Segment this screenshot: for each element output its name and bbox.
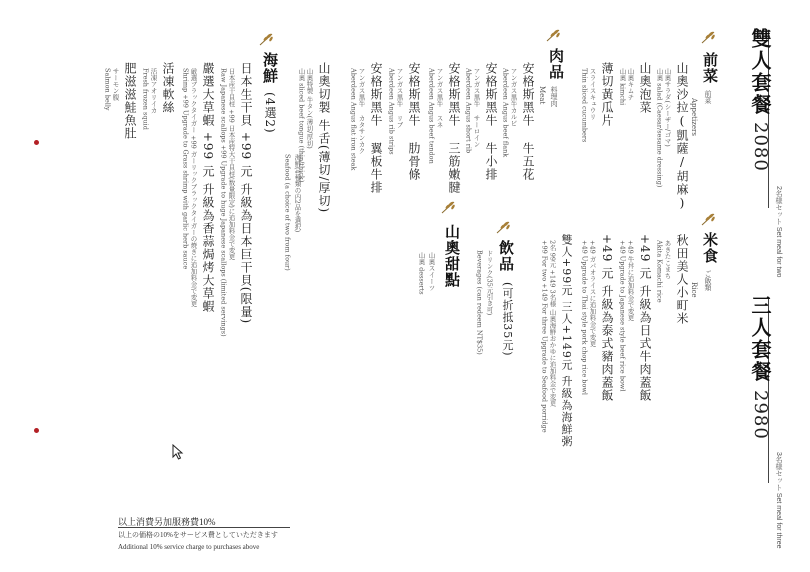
footer-rule [118, 527, 290, 528]
drinks-title: 飲品 [497, 240, 515, 272]
rice-item-en: +49 Upgrade to Japanese style beef rice bowl [618, 240, 627, 392]
meat-en: Meat [538, 86, 546, 105]
appetizer-item-sub: 山奧キムチ [626, 68, 635, 101]
set-double-title: 雙人套餐 [748, 28, 772, 116]
rice-item: 秋田美人小町米 [675, 234, 689, 325]
wheat-icon [258, 32, 276, 46]
seafood-item-sub: 活凍アオリイカ [149, 68, 158, 114]
service-charge-note-2 [118, 530, 278, 551]
meat-item-en: Aberdeen Angus flat iron steak [349, 68, 358, 171]
meat-title: 肉品 [547, 48, 565, 80]
seafood-item: 日本生干貝 +99 元 升級為日本巨干貝(限量) [239, 62, 253, 325]
drinks-en: Beverages (can redeem NT$35) [475, 250, 484, 355]
rice-item-sub: +49 牛丼に追加料金で変更 [626, 240, 635, 321]
meat-item: 安格斯黑牛 肋骨條 [407, 62, 421, 181]
set-double-sub: 2名様セット Set meal for two [775, 186, 782, 278]
cursor-icon [172, 444, 184, 460]
drinks-sub: ドリンク(35元引き可) [485, 250, 494, 316]
appetizers-en: Appetizers [690, 98, 698, 136]
meat-item-en: Aberdeen Angus beef flank [501, 68, 510, 158]
meat-title-small: 料理肉 [550, 86, 558, 107]
appetizer-item: 山奧沙拉(凱薩/胡麻) [675, 62, 689, 211]
appetizer-item-en: Thin sliced cucumbers [580, 68, 589, 143]
wheat-icon [495, 220, 513, 234]
meat-item: 安格斯黑牛 三筋嫩腱 [447, 62, 461, 194]
dessert-en: 山奧 desserts [417, 252, 426, 295]
set-triple-sub: 3名様セット Set meal for three [775, 452, 782, 549]
meat-item: 安格斯黑牛 翼板牛排 [369, 62, 383, 194]
appetizer-item-sub: 山奧サラダ(シーザー/ゴマ) [663, 68, 672, 147]
seafood-item: 活凍軟絲 [161, 62, 175, 114]
red-dot [34, 140, 39, 145]
red-dot [34, 428, 39, 433]
appetizer-item: 山奧泡菜 [638, 62, 652, 114]
rice-item-sub: +49 ガパオライスに追加料金で変更 [588, 240, 597, 347]
meat-item: 山奧切製 牛舌(薄切/厚切) [317, 62, 331, 214]
dessert-title: 山奧甜點 [443, 224, 461, 288]
meat-item-sub: アンガス黒牛カルビ [509, 68, 518, 127]
meat-item-sub: アンガス黒牛 スネ [435, 68, 444, 128]
wheat-icon [440, 200, 458, 214]
appetizer-item-en: 山奧 salad (Caesar/sesame dressing) [655, 68, 664, 188]
seafood-item-en: Salmon belly [103, 68, 112, 111]
appetizer-item-sub: スライスキュウリ [588, 68, 597, 120]
rice-item-en: +49 Upgrade to Thai style pork chop rice bowl [580, 240, 589, 395]
seafood-item-sub: 日本産干貝柱 +99 日本産特大干貝柱(数量限定)に追加料金で変更 [227, 68, 236, 260]
meat-item-sub: アンガス黒牛 サーロイン [472, 68, 481, 148]
rice-en: Rice [690, 282, 698, 298]
drinks-title-extra: (可折抵35元) [501, 282, 514, 357]
rice-title-small: ご飯類 [704, 270, 712, 291]
rice-title: 米食 [701, 232, 719, 264]
service-charge-en: Additional 10% service charge to purchases above [118, 543, 260, 551]
service-charge-ja: 以上の価格の10%をサービス費としていただきます [118, 531, 278, 539]
seafood-sub: 海鮮(4種類の内2品を選択) [293, 154, 302, 233]
set-triple-title: 三人套餐 [748, 295, 772, 383]
meat-item: 安格斯黑牛 牛小排 [484, 62, 498, 181]
seafood-title-extra: (4選2) [263, 92, 277, 134]
meat-item: 安格斯黑牛 牛五花 [521, 62, 535, 181]
appetizer-item-en: 山奧 kimchi [618, 68, 627, 106]
seafood-item-en: Shrimp +99 Upgrade to Grass shrimp with garlic herb sauce [181, 68, 190, 270]
seafood-item-en: Raw Japanese scallops +99 Upgrade to huge Japanese scallops (limited servings) [219, 68, 228, 337]
set-triple-price: 2980 [750, 390, 771, 440]
appetizers-title: 前菜 [701, 52, 719, 84]
dessert-sub: 山奧スイーツ [427, 252, 436, 291]
meat-item-en: Aberdeen Angus short rib [464, 68, 473, 154]
meat-item-sub: 山奧特製 牛タン(薄切/厚切) [305, 68, 314, 149]
seafood-item-sub: サーモン腹 [111, 68, 120, 101]
seafood-item-en: Fresh frozen squid [141, 68, 150, 130]
appetizer-item: 薄切黃瓜片 [600, 62, 614, 127]
rice-item: 雙人+99元 三人+149元 升級為海鮮粥 [560, 234, 573, 448]
meat-item-sub: アンガス黒牛 カタサンカク [357, 68, 366, 154]
wheat-icon [700, 212, 718, 226]
seafood-title: 海鮮 [261, 52, 279, 84]
appetizers-title-small: 前菜 [704, 90, 712, 104]
wheat-icon [700, 30, 718, 44]
set-double-price: 2080 [750, 122, 771, 172]
seafood-en: Seafood (a choice of two from four) [283, 154, 292, 271]
rice-item-sub: 2名 99元 +149 3名様 山奧海鮮おかゆに追加料金で変更 [548, 240, 557, 407]
rice-item-sub: あきたこまち [663, 240, 672, 279]
meat-item-en: 山奧 sliced beef tongue (thin/thick) [297, 68, 306, 183]
service-charge-zh: 以上消費另加服務費10% [118, 517, 216, 527]
rice-item: +49 元 升級為泰式豬肉蓋飯 [600, 234, 614, 402]
meat-item-sub: アンガス黒牛 リブ [395, 68, 404, 128]
seafood-item: 肥滋滋鮭魚肚 [123, 62, 137, 140]
rice-item-en: Akita Komachi rice [655, 240, 664, 303]
wheat-icon [545, 28, 563, 42]
seafood-item: 嚴選大草蝦 +99 元 升級為香蒜焗烤大草蝦 [201, 62, 215, 313]
meat-item-en: Aberdeen Angus beef tendon [427, 68, 436, 164]
rice-item-en: +99 For two +149 For three Upgrade to Seafood porridge [540, 240, 549, 433]
rice-item: +49 元 升級為日式牛肉蓋飯 [638, 234, 652, 402]
meat-item-en: Aberdeen Angus rib strips [387, 68, 396, 155]
seafood-item-sub: 厳選ブラックタイガー +99 ガーリックブラックタイガーの焼きに追加料金で変更 [189, 68, 198, 307]
